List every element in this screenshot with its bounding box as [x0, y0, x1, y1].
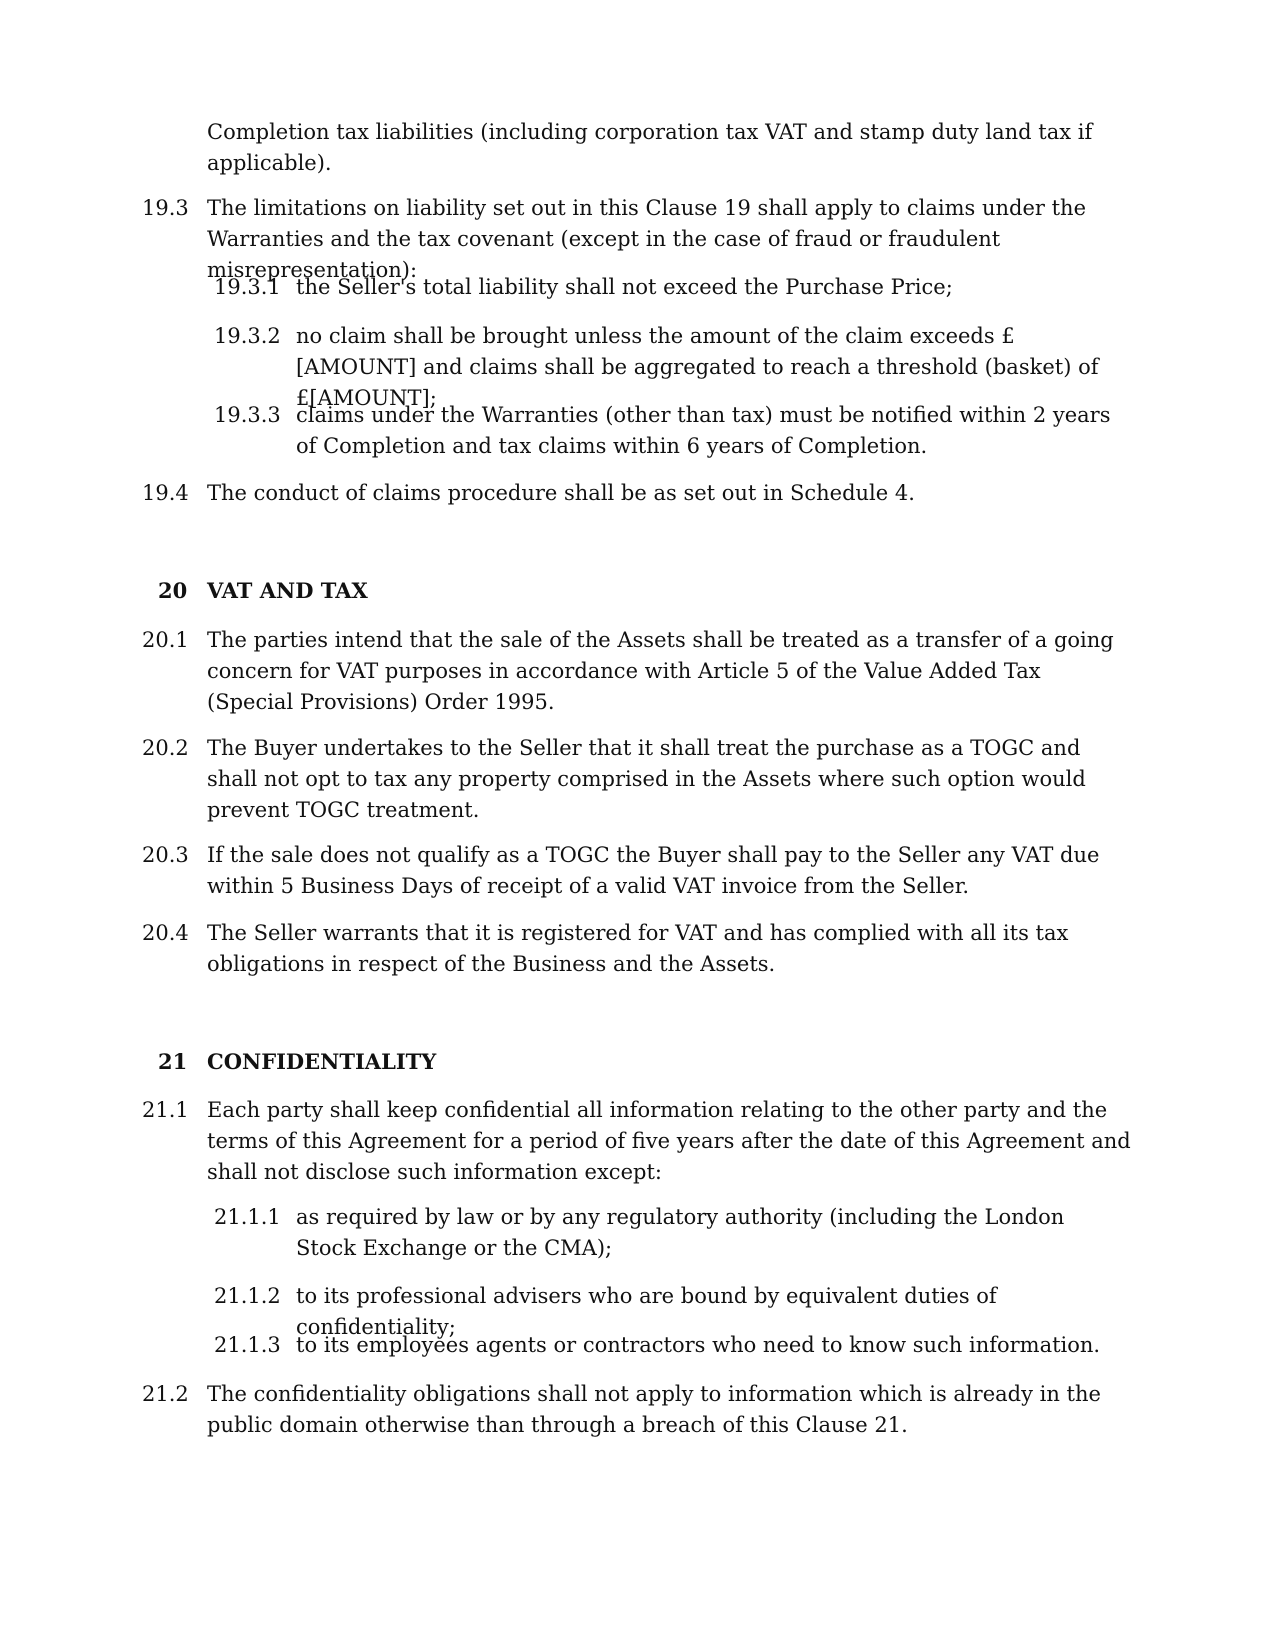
clause-text: The limitations on liability set out in this Clause 19 shall apply to claims under the Warranties and the tax covenant (except in the case of fraud or fraudulent misrepresentation): — [207, 196, 1087, 282]
clause-number: 20.2 — [142, 736, 189, 760]
clause-text: If the sale does not qualify as a TOGC the Buyer shall pay to the Seller any VAT due within 5 Business Days of receipt of a valid VAT invoice from the Seller. — [207, 843, 1100, 898]
carryover-paragraph: Completion tax liabilities (including corporation tax VAT and stamp duty land tax if applicable). — [207, 120, 1093, 175]
clause-number: 19.3 — [142, 196, 189, 220]
clause-number: 21.1 — [142, 1098, 189, 1122]
clause-number: 20.1 — [142, 628, 189, 652]
subclause-text: as required by law or by any regulatory authority (including the London Stock Exchange or the CMA); — [296, 1205, 1065, 1260]
clause-text: Each party shall keep confidential all information relating to the other party and the terms of this Agreement for a period of five years after the date of this Agreement and shall not disclose such information except: — [207, 1098, 1131, 1184]
clause-number: 19.4 — [142, 481, 189, 505]
subclause-text: no claim shall be brought unless the amount of the claim exceeds £[AMOUNT] and claims shall be aggregated to reach a threshold (basket) of £[AMOUNT]; — [296, 324, 1099, 410]
section-number: 21 — [158, 1049, 188, 1074]
subclause-text: claims under the Warranties (other than tax) must be notified within 2 years of Completion and tax claims within 6 years of Completion. — [296, 403, 1111, 458]
section-title: CONFIDENTIALITY — [207, 1049, 437, 1074]
clause-text: The parties intend that the sale of the Assets shall be treated as a transfer of a going concern for VAT purposes in accordance with Article 5 of the Value Added Tax (Special Provisions) Order 1995. — [207, 628, 1114, 714]
subclause-text: the Seller's total liability shall not exceed the Purchase Price; — [296, 275, 953, 299]
clause-number: 20.3 — [142, 843, 189, 867]
clause-text: The Buyer undertakes to the Seller that it shall treat the purchase as a TOGC and shall not opt to tax any property comprised in the Assets where such option would prevent TOGC treatment. — [207, 736, 1086, 822]
clause-number: 21.2 — [142, 1382, 189, 1406]
subclause-number: 21.1.1 — [214, 1205, 281, 1229]
subclause-number: 19.3.2 — [214, 324, 281, 348]
section-number: 20 — [158, 578, 188, 603]
subclause-text: to its employees agents or contractors who need to know such information. — [296, 1333, 1101, 1357]
subclause-number: 19.3.3 — [214, 403, 281, 427]
clause-text: The conduct of claims procedure shall be as set out in Schedule 4. — [207, 481, 915, 505]
clause-text: The confidentiality obligations shall not apply to information which is already in the public domain otherwise than through a breach of this Clause 21. — [207, 1382, 1101, 1437]
subclause-number: 19.3.1 — [214, 275, 281, 299]
subclause-number: 21.1.2 — [214, 1284, 281, 1308]
subclause-number: 21.1.3 — [214, 1333, 281, 1357]
subclause-text: to its professional advisers who are bound by equivalent duties of confidentiality; — [296, 1284, 997, 1339]
clause-number: 20.4 — [142, 921, 189, 945]
section-title: VAT AND TAX — [207, 578, 368, 603]
clause-text: The Seller warrants that it is registered for VAT and has complied with all its tax obligations in respect of the Business and the Assets. — [207, 921, 1069, 976]
